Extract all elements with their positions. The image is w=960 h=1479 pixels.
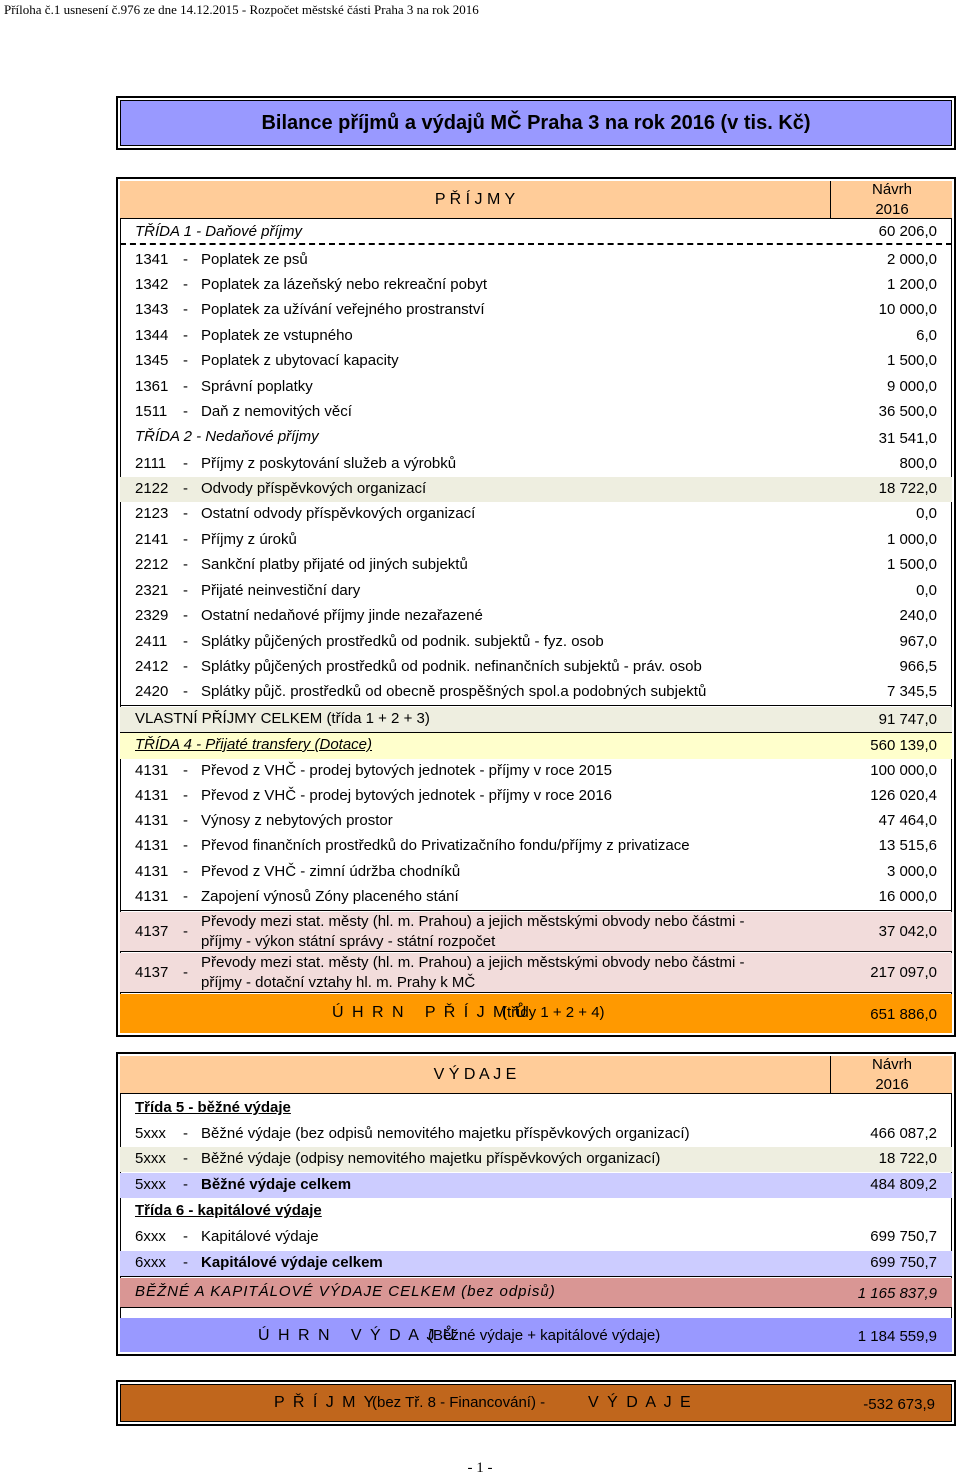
row-desc: Převod finančních prostředků do Privatizačního fondu/příjmy z privatizace	[201, 837, 690, 854]
row-code: 4131	[135, 787, 169, 804]
row-value: 966,5	[899, 658, 937, 675]
row-code: 2123	[135, 505, 169, 522]
row-desc: Odvody příspěvkových organizací	[201, 480, 427, 497]
row-code: 4137	[135, 964, 169, 981]
row-value: 1 000,0	[886, 531, 937, 548]
table-row	[120, 1225, 952, 1250]
row-dash: -	[183, 1254, 188, 1271]
row-value: 240,0	[899, 607, 937, 624]
row-value: 484 809,2	[870, 1176, 937, 1193]
uhrn-prijmu-value: 651 886,0	[870, 1006, 937, 1023]
row-code: 1361	[135, 378, 169, 395]
row-code: 1344	[135, 327, 169, 344]
row-dash: -	[183, 607, 188, 624]
trida1-value: 60 206,0	[878, 223, 937, 240]
row-dash: -	[183, 1125, 188, 1142]
row-value: 6,0	[916, 327, 937, 344]
row-value: 47 464,0	[878, 812, 937, 829]
row-dash: -	[183, 1176, 188, 1193]
row-code: 2329	[135, 607, 169, 624]
bilance-label: P Ř Í J M Y	[274, 1394, 377, 1411]
row-value: 16 000,0	[878, 888, 937, 905]
table-row	[120, 759, 952, 784]
uhrn-prijmu-label: Ú H R N P Ř Í J M Ů	[332, 1004, 529, 1021]
row-dash: -	[183, 352, 188, 369]
row-code: 2321	[135, 582, 169, 599]
table-row	[120, 349, 952, 374]
row-desc: Příjmy z poskytování služeb a výrobků	[201, 455, 457, 472]
row-code: 5xxx	[135, 1150, 166, 1167]
row-desc: Běžné výdaje (bez odpisů nemovitého majetku příspěvkových organizací)	[201, 1125, 690, 1142]
row-dash: -	[183, 276, 188, 293]
row-desc: Výnosy z nebytových prostor	[201, 812, 393, 829]
title-box	[116, 96, 956, 150]
row-dash: -	[183, 787, 188, 804]
row-code: 4131	[135, 837, 169, 854]
trida5-label: Třída 5 - běžné výdaje	[135, 1099, 291, 1116]
table-row	[120, 604, 952, 629]
row-code: 1345	[135, 352, 169, 369]
row-desc: Poplatek ze vstupného	[201, 327, 353, 344]
row-value: 126 020,4	[870, 787, 937, 804]
row-dash: -	[183, 531, 188, 548]
row-value: 10 000,0	[878, 301, 937, 318]
bilance-section	[116, 1380, 956, 1426]
row-code: 2111	[135, 455, 167, 472]
table-row	[120, 1122, 952, 1147]
vydaje-heading: V Ý D A J E	[433, 1066, 517, 1083]
table-row	[120, 375, 952, 400]
row-dash: -	[183, 964, 188, 981]
prijmy-col-header	[830, 181, 953, 219]
row-desc: Poplatek za lázeňský nebo rekreační pobyt	[201, 276, 488, 293]
row-desc: Běžné výdaje (odpisy nemovitého majetku příspěvkových organizací)	[201, 1150, 661, 1167]
row-desc: Splátky půjčených prostředků od podnik. nefinančních subjektů - práv. osob	[201, 658, 702, 675]
row-code: 2141	[135, 531, 169, 548]
row-code: 4131	[135, 888, 169, 905]
row-value: 37 042,0	[878, 923, 937, 940]
table-row	[120, 885, 952, 911]
row-desc: Převod z VHČ - zimní údržba chodníků	[201, 863, 461, 880]
trida2-label: TŘÍDA 2 - Nedaňové příjmy	[135, 428, 319, 445]
row-value: 967,0	[899, 633, 937, 650]
table-row	[120, 680, 952, 706]
row-value: 13 515,6	[878, 837, 937, 854]
row-value: 466 087,2	[870, 1125, 937, 1142]
row-dash: -	[183, 455, 188, 472]
vydaje-col-label-1: Návrh	[871, 1056, 912, 1073]
row-dash: -	[183, 888, 188, 905]
row-value: 217 097,0	[870, 964, 937, 981]
prijmy-col-label-2: 2016	[875, 201, 909, 218]
vydaje-col-label-2: 2016	[875, 1076, 909, 1093]
row-value: 100 000,0	[870, 762, 937, 779]
row-desc: Kapitálové výdaje celkem	[201, 1254, 383, 1271]
row-value: 3 000,0	[886, 863, 937, 880]
row-value: 9 000,0	[886, 378, 937, 395]
row-code: 1511	[135, 403, 168, 420]
row-code: 4131	[135, 812, 169, 829]
row-code: 4131	[135, 863, 169, 880]
table-row	[120, 273, 952, 298]
header-note: Příloha č.1 usnesení č.976 ze dne 14.12.2015 - Rozpočet městské části Praha 3 na rok 2016	[4, 2, 479, 17]
prijmy-col-label-1: Návrh	[871, 181, 912, 198]
row-desc: Běžné výdaje celkem	[201, 1176, 352, 1193]
row-code: 2411	[135, 633, 168, 650]
row-dash: -	[183, 762, 188, 779]
table-row	[120, 400, 952, 425]
row-value: 2 000,0	[886, 251, 937, 268]
row-value: 7 345,5	[886, 683, 937, 700]
row-code: 4131	[135, 762, 169, 779]
row-desc-line2: příjmy - výkon státní správy - státní rozpočet	[201, 933, 496, 950]
row-desc-line1: Převody mezi stat. městy (hl. m. Prahou) a jejich městskými obvody nebo částmi -	[201, 913, 745, 930]
table-row	[120, 528, 952, 553]
prijmy-header	[120, 181, 952, 219]
trida4-value: 560 139,0	[870, 737, 937, 754]
table-row-tall	[120, 912, 952, 952]
row-dash: -	[183, 327, 188, 344]
row-code: 2212	[135, 556, 169, 573]
row-value: 18 722,0	[878, 480, 937, 497]
vlastni-prijmy-row	[120, 707, 952, 733]
row-desc: Kapitálové výdaje	[201, 1228, 319, 1245]
trida6-total-row	[120, 1251, 952, 1277]
row-dash: -	[183, 812, 188, 829]
row-desc: Poplatek za užívání veřejného prostranství	[201, 301, 485, 318]
row-code: 2420	[135, 683, 169, 700]
row-code: 1343	[135, 301, 169, 318]
trida6-row	[120, 1198, 952, 1225]
row-dash: -	[183, 633, 188, 650]
row-value: 36 500,0	[878, 403, 937, 420]
table-row	[120, 860, 952, 885]
table-row	[120, 553, 952, 578]
row-dash: -	[183, 480, 188, 497]
row-dash: -	[183, 837, 188, 854]
table-row	[120, 248, 952, 273]
row-dash: -	[183, 251, 188, 268]
table-row	[120, 502, 952, 527]
bilance-middle: (bez Tř. 8 - Financování) -	[372, 1394, 546, 1411]
vlastni-prijmy-value: 91 747,0	[878, 711, 937, 728]
row-dash: -	[183, 863, 188, 880]
row-dash: -	[183, 1228, 188, 1245]
row-code: 6xxx	[135, 1228, 166, 1245]
row-desc: Splátky půjčených prostředků od podnik. subjektů - fyz. osob	[201, 633, 604, 650]
uhrn-vydaju-label: Ú H R N V Ý D A J Ů	[258, 1327, 457, 1344]
uhrn-vydaju-row	[120, 1318, 952, 1352]
table-row	[120, 630, 952, 655]
bezne-kapitalove-label: BĚŽNÉ A KAPITÁLOVÉ VÝDAJE CELKEM (bez odpisů)	[135, 1283, 556, 1300]
row-dash: -	[183, 403, 188, 420]
row-dash: -	[183, 556, 188, 573]
page-number: - 1 -	[467, 1460, 493, 1476]
row-value: 699 750,7	[870, 1254, 937, 1271]
vydaje-header	[120, 1056, 952, 1094]
row-value: 0,0	[916, 505, 937, 522]
table-row	[120, 298, 952, 323]
row-code: 2412	[135, 658, 169, 675]
row-dash: -	[183, 378, 188, 395]
row-desc: Převod z VHČ - prodej bytových jednotek - příjmy v roce 2015	[201, 762, 613, 779]
table-row	[120, 834, 952, 859]
row-desc: Přijaté neinvestiční dary	[201, 582, 361, 599]
bezne-kapitalove-value: 1 165 837,9	[857, 1285, 937, 1302]
vydaje-col-header	[830, 1056, 953, 1094]
table-row	[120, 1147, 952, 1172]
bilance-value: -532 673,9	[863, 1396, 935, 1413]
bezne-kapitalove-row	[120, 1278, 952, 1308]
trida4-row	[120, 733, 952, 759]
trida1-label: TŘÍDA 1 - Daňové příjmy	[135, 223, 302, 240]
table-row	[120, 784, 952, 809]
trida1-row	[120, 221, 952, 245]
row-code: 5xxx	[135, 1176, 166, 1193]
table-row	[120, 809, 952, 834]
row-dash: -	[183, 505, 188, 522]
row-code: 1341	[135, 251, 169, 268]
row-desc-line2: příjmy - dotační vztahy hl. m. Prahy k MČ	[201, 974, 476, 991]
row-desc: Ostatní nedaňové příjmy jinde nezařazené	[201, 607, 483, 624]
bilance-label-2: V Ý D A J E	[588, 1394, 693, 1411]
trida4-label: TŘÍDA 4 - Přijaté transfery (Dotace)	[135, 736, 373, 753]
row-desc: Poplatek ze psů	[201, 251, 308, 268]
trida2-value: 31 541,0	[878, 430, 937, 447]
row-desc: Převod z VHČ - prodej bytových jednotek - příjmy v roce 2016	[201, 787, 613, 804]
prijmy-heading: P Ř Í J M Y	[434, 191, 516, 208]
row-desc: Poplatek z ubytovací kapacity	[201, 352, 399, 369]
row-desc: Zapojení výnosů Zóny placeného stání	[201, 888, 459, 905]
row-code: 1342	[135, 276, 169, 293]
row-dash: -	[183, 582, 188, 599]
row-dash: -	[183, 1150, 188, 1167]
uhrn-prijmu-suffix: (třídy 1 + 2 + 4)	[502, 1004, 605, 1021]
row-dash: -	[183, 683, 188, 700]
row-value: 1 500,0	[886, 352, 937, 369]
row-code: 2122	[135, 480, 169, 497]
table-row	[120, 477, 952, 502]
row-desc: Příjmy z úroků	[201, 531, 297, 548]
row-value: 1 200,0	[886, 276, 937, 293]
table-row	[120, 324, 952, 349]
row-desc-line1: Převody mezi stat. městy (hl. m. Prahou) a jejich městskými obvody nebo částmi -	[201, 954, 745, 971]
row-desc: Splátky půjč. prostředků od obecně prospěšných spol.a podobných subjektů	[201, 683, 707, 700]
trida5-row	[120, 1095, 952, 1122]
row-desc: Daň z nemovitých věcí	[201, 403, 352, 420]
table-row	[120, 452, 952, 477]
trida6-label: Třída 6 - kapitálové výdaje	[135, 1202, 322, 1219]
uhrn-vydaju-suffix: (Běžné výdaje + kapitálové výdaje)	[428, 1327, 661, 1344]
trida2-row	[120, 425, 952, 452]
page-title: Bilance příjmů a výdajů MČ Praha 3 na rok 2016 (v tis. Kč)	[261, 112, 811, 134]
row-code: 5xxx	[135, 1125, 166, 1142]
row-dash: -	[183, 923, 188, 940]
row-value: 800,0	[899, 455, 937, 472]
row-desc: Správní poplatky	[201, 378, 313, 395]
row-dash: -	[183, 301, 188, 318]
row-value: 1 500,0	[886, 556, 937, 573]
row-value: 18 722,0	[878, 1150, 937, 1167]
row-dash: -	[183, 658, 188, 675]
table-row-tall	[120, 953, 952, 993]
row-desc: Sankční platby přijaté od jiných subjektů	[201, 556, 468, 573]
table-row	[120, 655, 952, 680]
uhrn-vydaju-value: 1 184 559,9	[857, 1328, 937, 1345]
vlastni-prijmy-label: VLASTNÍ PŘÍJMY CELKEM (třída 1 + 2 + 3)	[135, 710, 430, 727]
row-code: 4137	[135, 923, 169, 940]
uhrn-prijmu-row	[120, 994, 952, 1033]
row-code: 6xxx	[135, 1254, 166, 1271]
row-desc: Ostatní odvody příspěvkových organizací	[201, 505, 476, 522]
row-value: 699 750,7	[870, 1228, 937, 1245]
table-row	[120, 579, 952, 604]
trida5-total-row	[120, 1173, 952, 1198]
row-value: 0,0	[916, 582, 937, 599]
